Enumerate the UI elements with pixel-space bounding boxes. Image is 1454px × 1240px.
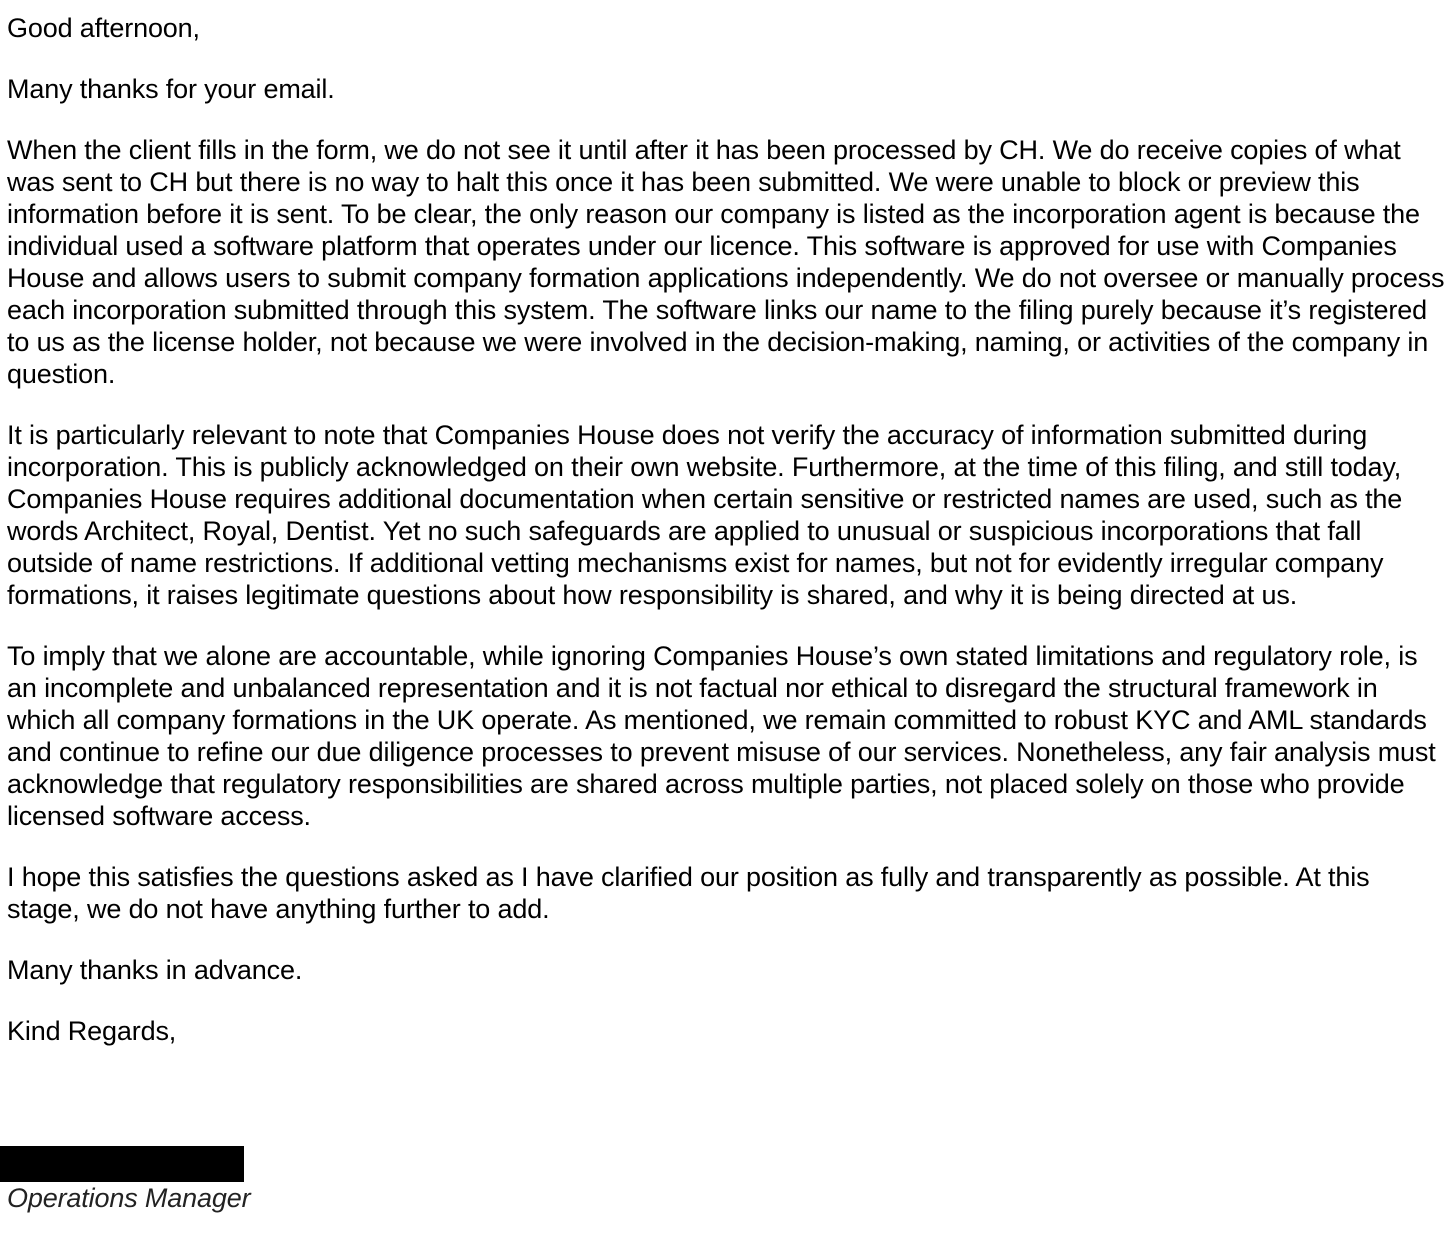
signature-title: Operations Manager (7, 1183, 251, 1213)
email-paragraph-3: To imply that we alone are accountable, while ignoring Companies House’s own stated limitations and regulatory role, is an incomplete and unbalanced representation and it is not factual nor ethical to disregard the structural framework in which all company formations in the UK operate. As mentioned, we remain committed to robust KYC and AML standards and continue to refine our due diligence processes to prevent misuse of our services. Nonetheless, any fair analysis must acknowledge that regulatory responsibilities are shared across multiple parties, not placed solely on those who provide licensed software access. (7, 641, 1436, 831)
redacted-signature-name (0, 1146, 244, 1182)
email-paragraph-2: It is particularly relevant to note that Companies House does not verify the accuracy of information submitted during incorporation. This is publicly acknowledged on their own website. Furthermore, at the time of this filing, and still today, Companies House requires additional documentation when certain sensitive or restricted names are used, such as the words Architect, Royal, Dentist. Yet no such safeguards are applied to unusual or suspicious incorporations that fall outside of name restrictions. If additional vetting mechanisms exist for names, but not for evidently irregular company formations, it raises legitimate questions about how responsibility is shared, and why it is being directed at us. (7, 420, 1403, 610)
email-paragraph-4: I hope this satisfies the questions asked as I have clarified our position as fully and transparently as possible. At this stage, we do not have anything further to add. (7, 862, 1370, 924)
email-closing: Many thanks in advance. (7, 955, 303, 985)
email-thanks: Many thanks for your email. (7, 74, 335, 104)
email-paragraph-1: When the client fills in the form, we do not see it until after it has been processed by CH. We do receive copies of what was sent to CH but there is no way to halt this once it has been submitted. We were unable to block or preview this information before it is sent. To be clear, the only reason our company is listed as the incorporation agent is because the individual used a software platform that operates under our licence. This software is approved for use with Companies House and allows users to submit company formation applications independently. We do not oversee or manually process each incorporation submitted through this system. The software links our name to the filing purely because it’s registered to us as the license holder, not because we were involved in the decision-making, naming, or activities of the company in question. (7, 135, 1445, 389)
email-body (7, 12, 1447, 1076)
email-greeting: Good afternoon, (7, 13, 200, 43)
email-signoff: Kind Regards, (7, 1016, 177, 1046)
